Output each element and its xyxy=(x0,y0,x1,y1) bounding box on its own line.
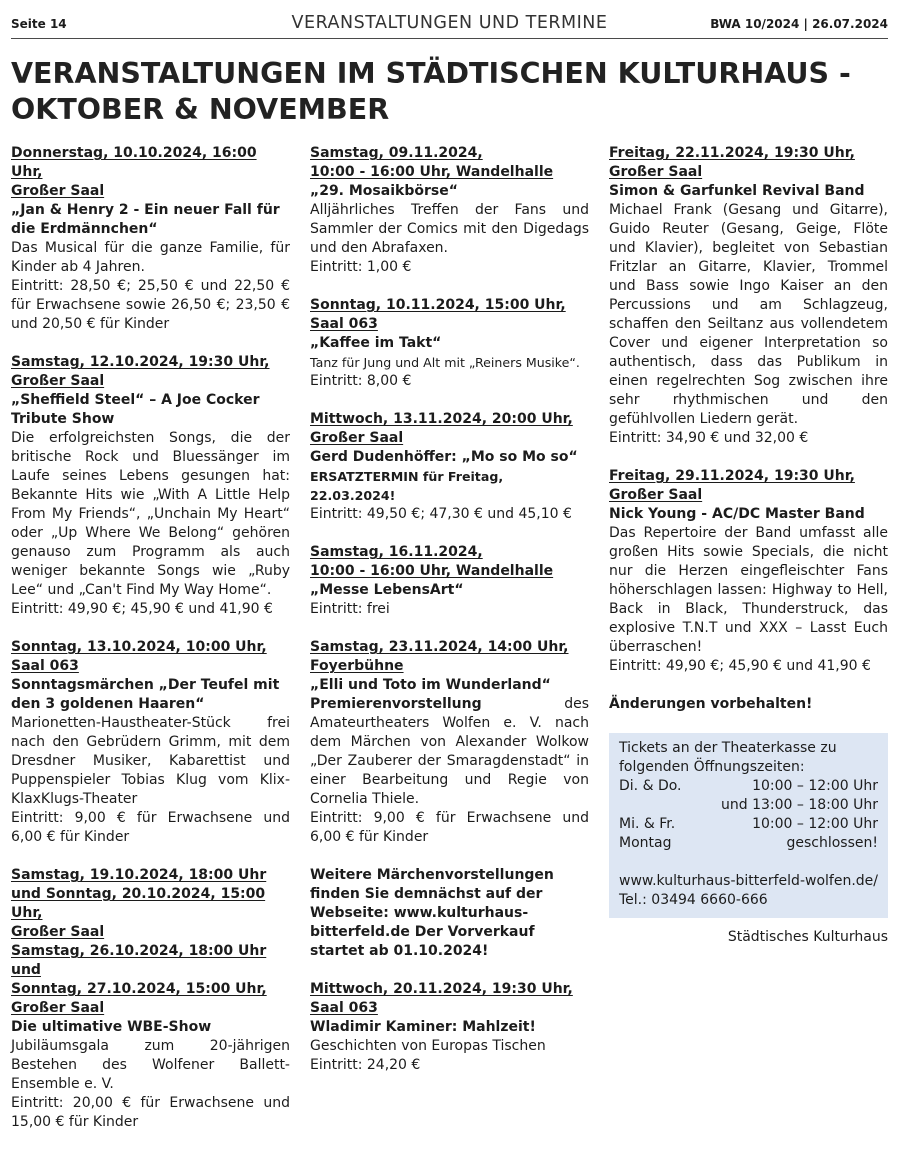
event-date: Sonntag, 27.10.2024, 15:00 Uhr, xyxy=(11,981,267,997)
event-description: Tanz für Jung und Alt mit „Reiners Musike“. xyxy=(310,355,580,370)
changes-notice: Änderungen vorbehalten! xyxy=(609,696,813,712)
event-venue: Großer Saal xyxy=(11,373,105,389)
event-title: „Elli und Toto im Wunderland“ xyxy=(310,677,551,693)
event-title: Wladimir Kaminer: Mahlzeit! xyxy=(310,1019,536,1035)
phone-number: Tel.: 03494 6660-666 xyxy=(619,892,768,908)
event-venue: Großer Saal xyxy=(11,1000,105,1016)
event-description xyxy=(310,695,589,809)
event-description: Marionetten-Haustheater-Stück frei nach den Gebrüdern Grimm, mit dem Dresdner Musiker, Kabarettist und Puppenspieler Tobias Klug vom Klix-KlaxKlugs-Theater xyxy=(11,715,290,807)
hours-day: Montag xyxy=(619,835,672,851)
event-venue: Großer Saal xyxy=(11,924,105,940)
event-date: Samstag, 19.10.2024, 18:00 Uhr xyxy=(11,867,267,883)
hours-day: Di. & Do. xyxy=(619,778,682,794)
hours-time: und 13:00 – 18:00 Uhr xyxy=(720,797,878,813)
event-note: ERSATZTERMIN für Freitag, 22.03.2024! xyxy=(310,469,504,503)
event-price: Eintritt: 49,90 €; 45,90 € und 41,90 € xyxy=(11,601,273,617)
event-price: Eintritt: 8,00 € xyxy=(310,373,412,389)
event-venue: Großer Saal xyxy=(11,183,105,199)
hours-day: Mi. & Fr. xyxy=(619,816,676,832)
page-number: Seite 14 xyxy=(11,17,67,31)
signature: Städtisches Kulturhaus xyxy=(727,929,888,945)
page-title-line1: VERANSTALTUNGEN IM STÄDTISCHEN KULTURHAUS - xyxy=(11,57,851,90)
event-lead: Premierenvorstellung xyxy=(310,696,482,712)
event-venue: Foyerbühne xyxy=(310,658,404,674)
event-price: Eintritt: 34,90 € und 32,00 € xyxy=(609,430,809,446)
event-date: Samstag, 09.11.2024, xyxy=(310,145,483,161)
event-price: Eintritt: 20,00 € für Erwachsene und 15,00 € für Kinder xyxy=(11,1095,290,1130)
event-price: Eintritt: 49,90 €; 45,90 € und 41,90 € xyxy=(609,658,871,674)
event-venue: Großer Saal xyxy=(310,430,404,446)
event-title: Nick Young - AC/DC Master Band xyxy=(609,506,865,522)
ticket-intro: Tickets an der Theaterkasse zu folgenden Öffnungszeiten: xyxy=(619,740,837,775)
event-price: Eintritt: frei xyxy=(310,601,390,617)
event-venue: Großer Saal xyxy=(609,487,703,503)
event-entry xyxy=(609,467,888,676)
page-title-line2: OKTOBER & NOVEMBER xyxy=(11,93,390,126)
event-venue: Saal 063 xyxy=(11,658,79,674)
event-entry xyxy=(11,353,290,619)
hours-time: 10:00 – 12:00 Uhr xyxy=(752,816,878,832)
column-1 xyxy=(11,144,290,1151)
event-date: und Sonntag, 20.10.2024, 15:00 Uhr, xyxy=(11,886,266,921)
event-venue: Großer Saal xyxy=(609,164,703,180)
event-venue: Saal 063 xyxy=(310,316,378,332)
issue-date: BWA 10/2024 | 26.07.2024 xyxy=(710,17,888,31)
hours-row xyxy=(619,815,878,834)
event-price: Eintritt: 9,00 € für Erwachsene und 6,00 € für Kinder xyxy=(310,810,589,845)
notice-more-shows: Weitere Märchenvorstellungen finden Sie demnächst auf der Webseite: www.kulturhaus-bitterfeld.de Der Vorverkauf startet ab 01.10.2024! xyxy=(310,867,554,959)
hours-row xyxy=(619,796,878,815)
hours-time: geschlossen! xyxy=(786,835,878,851)
event-date: Samstag, 23.11.2024, 14:00 Uhr, xyxy=(310,639,569,655)
event-price: Eintritt: 24,20 € xyxy=(310,1057,421,1073)
event-date: Freitag, 22.11.2024, 19:30 Uhr, xyxy=(609,145,855,161)
event-entry xyxy=(11,638,290,847)
event-description: Michael Frank (Gesang und Gitarre), Guido Reuter (Gesang, Geige, Flöte und Klavier), begleitet von Sebastian Fritzlar an Gitarre, Klavier, Trommel und Bass sowie Ingo Kaiser an den Percussions und am Schlagzeug, schaffen den Seiltanz aus vollendetem Cover und eigener Interpretation so authentisch, dass das Publikum in einen regelrechten Sog zwischen ihre sehr rhythmischen und den gefühlvollen Liedern gerät. xyxy=(609,202,888,427)
event-description-text: des Amateurtheaters Wolfen e. V. nach dem Märchen von Alexander Wolkow „Der Zauberer der Smaragdenstadt“ in einer Bearbeitung und Regie von Cornelia Thiele. xyxy=(310,696,589,807)
event-venue: 10:00 - 16:00 Uhr, Wandelhalle xyxy=(310,164,554,180)
event-venue: Saal 063 xyxy=(310,1000,378,1016)
event-entry xyxy=(11,144,290,334)
event-price: Eintritt: 1,00 € xyxy=(310,259,412,275)
section-title: VERANSTALTUNGEN UND TERMINE xyxy=(291,13,608,33)
event-date: Sonntag, 10.11.2024, 15:00 Uhr, xyxy=(310,297,566,313)
event-date: Mittwoch, 20.11.2024, 19:30 Uhr, xyxy=(310,981,573,997)
event-date: Samstag, 16.11.2024, xyxy=(310,544,483,560)
event-date: Mittwoch, 13.11.2024, 20:00 Uhr, xyxy=(310,411,573,427)
event-price: Eintritt: 49,50 €; 47,30 € und 45,10 € xyxy=(310,506,572,522)
page-header xyxy=(11,10,888,39)
event-title: Gerd Dudenhöffer: „Mo so Mo so“ xyxy=(310,449,578,465)
event-date: Donnerstag, 10.10.2024, 16:00 Uhr, xyxy=(11,145,257,180)
column-3 xyxy=(609,144,888,947)
event-entry xyxy=(310,410,589,524)
event-date: Freitag, 29.11.2024, 19:30 Uhr, xyxy=(609,468,855,484)
event-description: Das Musical für die ganze Familie, für Kinder ab 4 Jahren. xyxy=(11,240,290,275)
event-entry xyxy=(310,638,589,847)
hours-time: 10:00 – 12:00 Uhr xyxy=(752,778,878,794)
page-title xyxy=(11,56,888,128)
event-price: Eintritt: 9,00 € für Erwachsene und 6,00 € für Kinder xyxy=(11,810,290,845)
event-entry xyxy=(11,866,290,1132)
event-title: „29. Mosaikbörse“ xyxy=(310,183,458,199)
event-description: Geschichten von Europas Tischen xyxy=(310,1038,546,1054)
event-title: Die ultimative WBE-Show xyxy=(11,1019,212,1035)
event-description: Alljährliches Treffen der Fans und Sammler der Comics mit den Digedags und den Abrafaxen. xyxy=(310,202,589,256)
event-title: Simon & Garfunkel Revival Band xyxy=(609,183,865,199)
ticket-info-box xyxy=(609,733,888,918)
event-description: Jubiläumsgala zum 20-jährigen Bestehen des Wolfener Ballett-Ensemble e. V. xyxy=(11,1038,290,1092)
event-date: Samstag, 12.10.2024, 19:30 Uhr, xyxy=(11,354,270,370)
hours-row xyxy=(619,777,878,796)
event-entry xyxy=(310,980,589,1075)
hours-row xyxy=(619,834,878,853)
event-entry xyxy=(609,144,888,448)
event-entry xyxy=(310,543,589,619)
event-entry xyxy=(310,296,589,391)
event-date: Samstag, 26.10.2024, 18:00 Uhr und xyxy=(11,943,267,978)
event-description: Das Repertoire der Band umfasst alle großen Hits sowie Specials, die nicht nur die Herzen eingefleischter Fans höherschlagen lassen: Highway to Hell, Back in Black, Thunderstruck, das explosive T.N.T und XXX – Lasst Euch überraschen! xyxy=(609,525,888,655)
event-date: Sonntag, 13.10.2024, 10:00 Uhr, xyxy=(11,639,267,655)
event-title: „Messe LebensArt“ xyxy=(310,582,464,598)
event-entry xyxy=(310,144,589,277)
event-title: „Sheffield Steel“ – A Joe Cocker Tribute Show xyxy=(11,392,260,427)
column-2 xyxy=(310,144,589,1094)
event-price: Eintritt: 28,50 €; 25,50 € und 22,50 € für Erwachsene sowie 26,50 €; 23,50 € und 20,50 € für Kinder xyxy=(11,278,290,332)
event-title: Sonntagsmärchen „Der Teufel mit den 3 goldenen Haaren“ xyxy=(11,677,280,712)
website-link[interactable]: www.kulturhaus-bitterfeld-wolfen.de/ xyxy=(619,873,878,889)
event-venue: 10:00 - 16:00 Uhr, Wandelhalle xyxy=(310,563,554,579)
event-title: „Jan & Henry 2 - Ein neuer Fall für die Erdmännchen“ xyxy=(11,202,280,237)
event-title: „Kaffee im Takt“ xyxy=(310,335,442,351)
event-description: Die erfolgreichsten Songs, die der britische Rock und Bluessänger im Laufe seines Lebens gesungen hat: Bekannte Hits wie „With A Little Help From My Friends“, „Unchain My Heart“ oder „Up Where We Belong“ gehören genauso zum Programm als auch weniger bekannte Songs wie „Ruby Lee“ und „Can't Find My Way Home“. xyxy=(11,430,290,598)
